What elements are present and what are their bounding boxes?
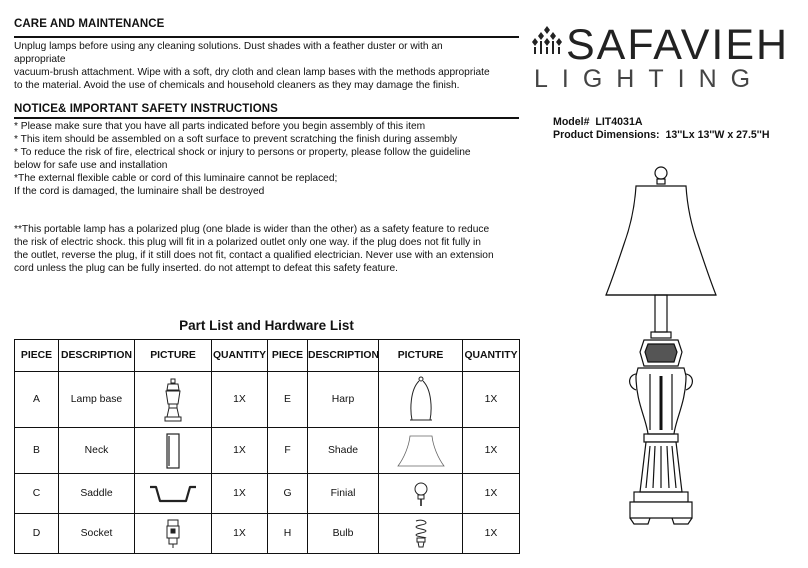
socket-icon: [165, 519, 181, 549]
description-cell: Bulb: [308, 514, 379, 554]
table-row: [15, 372, 520, 428]
description-cell: Lamp base: [59, 372, 135, 428]
care-line: to the material. Avoid the use of chemicals and household cleaners as they may damage the finish.: [14, 80, 460, 92]
header-picture: PICTURE: [379, 340, 463, 372]
parts-header-row: [15, 340, 520, 372]
piece-cell: D: [15, 514, 59, 554]
notice-line: If the cord is damaged, the luminaire shall be destroyed: [14, 186, 265, 198]
parts-title: Part List and Hardware List: [179, 318, 354, 333]
bulb-icon: [413, 518, 429, 550]
plug-notice: [14, 223, 494, 275]
harp-icon: [406, 376, 436, 424]
logo-brand: SAFAVIEH: [566, 21, 790, 69]
picture-cell: [379, 474, 463, 514]
quantity-cell: 1X: [212, 372, 268, 428]
header-description: DESCRIPTION: [59, 340, 135, 372]
care-line: Unplug lamps before using any cleaning solutions. Dust shades with a feather duster or with an: [14, 41, 443, 52]
description-cell: Shade: [308, 428, 379, 474]
header-quantity: QUANTITY: [463, 340, 520, 372]
description-cell: Harp: [308, 372, 379, 428]
quantity-cell: 1X: [463, 474, 520, 514]
piece-cell: H: [268, 514, 308, 554]
parts-table: [14, 339, 520, 554]
logo-mark-icon: [530, 26, 564, 54]
quantity-cell: 1X: [212, 514, 268, 554]
description-cell: Finial: [308, 474, 379, 514]
picture-cell: [135, 514, 212, 554]
care-text: [14, 40, 490, 92]
care-title: CARE AND MAINTENANCE: [14, 18, 165, 30]
quantity-cell: 1X: [463, 372, 520, 428]
quantity-cell: 1X: [463, 514, 520, 554]
notice-line: below for safe use and installation: [14, 160, 168, 172]
lamp-base-icon: [163, 378, 183, 422]
dims-label: Product Dimensions:: [553, 129, 660, 141]
plug-line: cord unless the plug can be fully inserted. do not attempt to defeat this safety feature.: [14, 263, 398, 275]
care-line: appropriate: [14, 54, 66, 66]
plug-line: the outlet, reverse the plug, if it still does not fit, contact a qualified electrician. Never use with an extension: [14, 250, 494, 262]
shade-icon: [396, 434, 446, 468]
lamp-illustration-icon: [578, 162, 718, 542]
header-description: DESCRIPTION: [308, 340, 379, 372]
table-row: [15, 474, 520, 514]
model-label: Model#: [553, 116, 590, 128]
care-line: vacuum-brush attachment. Wipe with a soft, dry cloth and clean lamp bases with the methods appropriate: [14, 67, 490, 79]
picture-cell: [135, 474, 212, 514]
logo-sub: LIGHTING: [534, 65, 765, 93]
model-info: [553, 116, 769, 142]
header-quantity: QUANTITY: [212, 340, 268, 372]
piece-cell: C: [15, 474, 59, 514]
quantity-cell: 1X: [463, 428, 520, 474]
header-piece: PIECE: [15, 340, 59, 372]
description-cell: Socket: [59, 514, 135, 554]
notice-line: * Please make sure that you have all parts indicated before you begin assembly of this item: [14, 121, 426, 132]
plug-line: the risk of electric shock. this plug will fit in a polarized outlet only one way. if the plug does not fit fully in: [14, 237, 481, 249]
notice-title: NOTICE& IMPORTANT SAFETY INSTRUCTIONS: [14, 103, 278, 115]
plug-line: **This portable lamp has a polarized plug (one blade is wider than the other) as a safety feature to reduce: [14, 224, 490, 235]
piece-cell: F: [268, 428, 308, 474]
piece-cell: B: [15, 428, 59, 474]
quantity-cell: 1X: [212, 428, 268, 474]
piece-cell: G: [268, 474, 308, 514]
header-piece: PIECE: [268, 340, 308, 372]
notice-line: * This item should be assembled on a soft surface to prevent scratching the finish during assembly: [14, 134, 458, 146]
notice-line: *The external flexible cable or cord of this luminaire cannot be replaced;: [14, 173, 338, 185]
model-value: LIT4031A: [595, 116, 643, 128]
description-cell: Neck: [59, 428, 135, 474]
finial-icon: [414, 481, 428, 507]
quantity-cell: 1X: [212, 474, 268, 514]
piece-cell: E: [268, 372, 308, 428]
table-row: [15, 428, 520, 474]
care-divider: [14, 36, 519, 38]
piece-cell: A: [15, 372, 59, 428]
saddle-icon: [148, 481, 198, 507]
table-row: [15, 514, 520, 554]
header-picture: PICTURE: [135, 340, 212, 372]
neck-icon: [165, 433, 181, 469]
description-cell: Saddle: [59, 474, 135, 514]
picture-cell: [135, 372, 212, 428]
notice-text: [14, 120, 471, 199]
picture-cell: [379, 514, 463, 554]
picture-cell: [379, 428, 463, 474]
picture-cell: [379, 372, 463, 428]
notice-divider: [14, 117, 519, 119]
dims-value: 13''Lx 13''W x 27.5''H: [665, 129, 770, 141]
picture-cell: [135, 428, 212, 474]
notice-line: * To reduce the risk of fire, electrical shock or injury to persons or property, please follow the guideline: [14, 147, 471, 159]
